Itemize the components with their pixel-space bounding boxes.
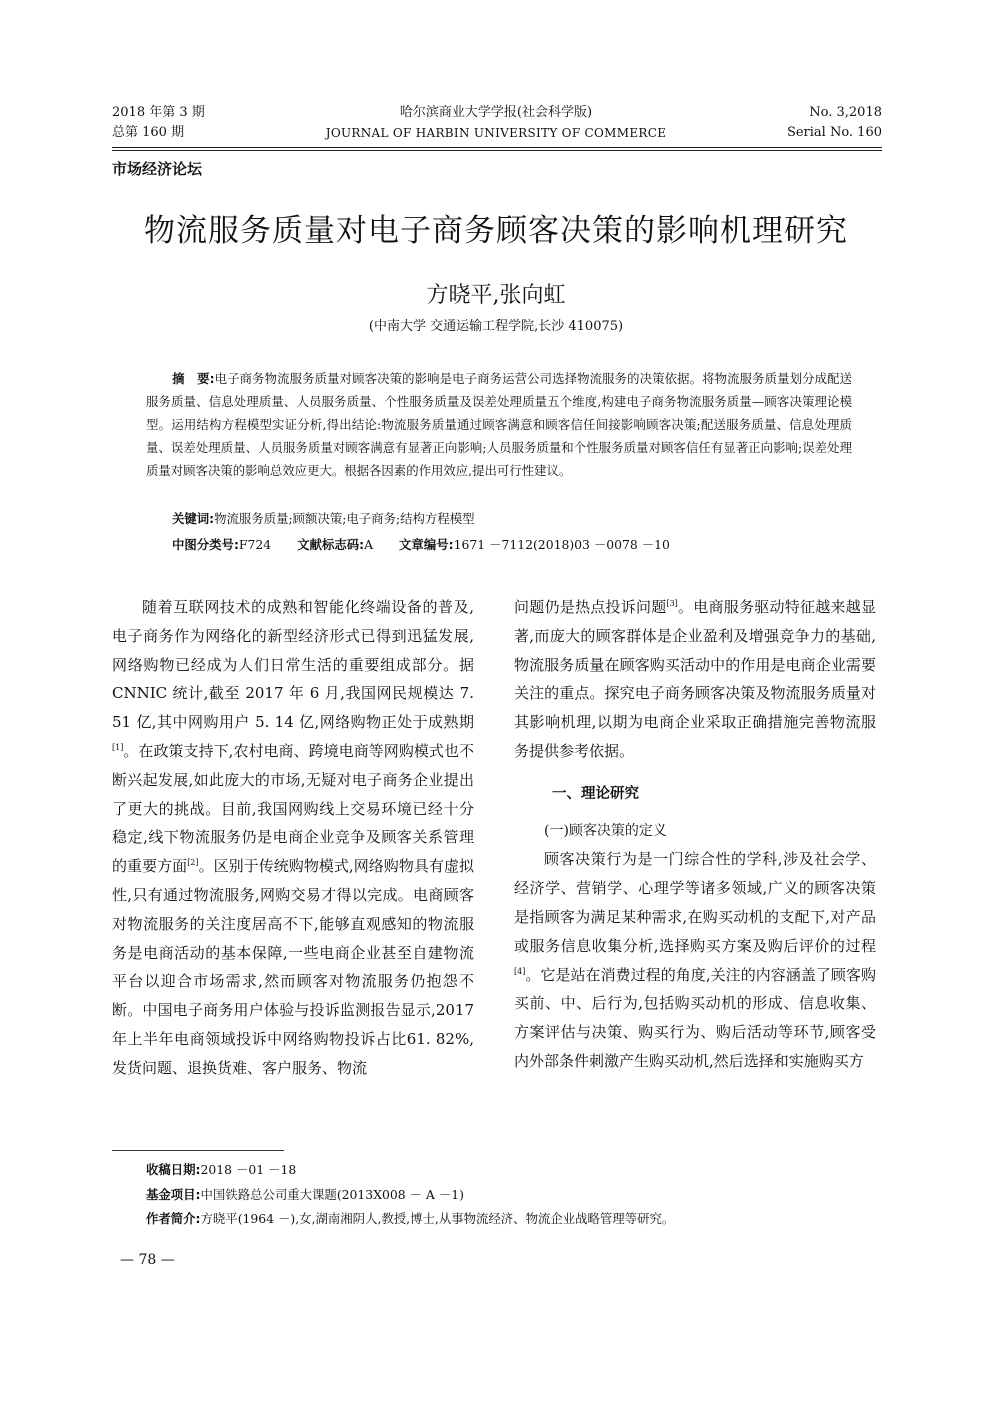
body-paragraph bbox=[514, 593, 876, 766]
body-left-column bbox=[112, 593, 474, 1083]
paper-title: 物流服务质量对电子商务顾客决策的影响机理研究 bbox=[144, 213, 848, 249]
abstract-text: 电子商务物流服务质量对顾客决策的影响是电子商务运营公司选择物流服务的决策依据。将物流服务质量划分成配送服务质量、信息处理质量、人员服务质量、个性服务质量及误差处理质量五个维度,构建电子商务物流服务质量—顾客决策理论模型。运用结构方程模型实证分析,得出结论:物流服务质量通过顾客满意和顾客信任间接影响顾客决策;配送服务质量、信息处理质量、误差处理质量、人员服务质量对顾客满意有显著正向影响;人员服务质量和个性服务质量对顾客信任有显著正向影响;误差处理质量对顾客决策的影响总效应更大。根据各因素的作用效应,提出可行性建议。 bbox=[146, 371, 852, 478]
citation-ref: [1] bbox=[112, 742, 124, 752]
authors: 方晓平,张向虹 bbox=[426, 283, 566, 308]
received-date: 2018 －01 －18 bbox=[200, 1162, 297, 1177]
header-rule-top bbox=[112, 147, 882, 148]
body-text: 随着互联网技术的成熟和智能化终端设备的普及,电子商务作为网络化的新型经济形式已得到迅猛发展,网络购物已经成为人们日常生活的重要组成部分。据 CNNIC 统计,截至 2017 年 6 月,我国网民规模达 7. 51 亿,其中网购用户 5. 14 亿,网络购物正处于成熟期 bbox=[112, 598, 474, 732]
clc-value: F724 bbox=[238, 537, 272, 552]
body-text: 顾客决策行为是一门综合性的学科,涉及社会学、经济学、营销学、心理学等诸多领域,广义的顾客决策是指顾客为满足某种需求,在购买动机的支配下,对产品或服务信息收集分析,选择购买方案及购后评价的过程 bbox=[514, 850, 876, 955]
serial-label: 总第 160 期 bbox=[112, 125, 185, 140]
keywords-text: 物流服务质量;顾额决策;电子商务;结构方程模型 bbox=[214, 511, 475, 526]
footnote-fund bbox=[146, 1185, 464, 1203]
author-bio-text: 方晓平(1964 －),女,湖南湘阴人,教授,博士,从事物流经济、物流企业战略管理等研究。 bbox=[200, 1211, 675, 1226]
keywords bbox=[172, 509, 474, 527]
body-text: 问题仍是热点投诉问题 bbox=[514, 598, 667, 616]
footnote-received bbox=[146, 1160, 296, 1178]
footnote-rule bbox=[112, 1150, 284, 1151]
citation-ref: [3] bbox=[666, 599, 678, 608]
citation-ref: [2] bbox=[187, 858, 199, 868]
body-text: 。它是站在消费过程的角度,关注的内容涵盖了顾客购买前、中、后行为,包括购买动机的形成、信息收集、方案评估与决策、购买行为、购后活动等环节,顾客受内外部条件刺激产生购买动机,然后选择和实施购买方 bbox=[514, 965, 876, 1070]
section-tag: 市场经济论坛 bbox=[112, 160, 203, 178]
article-id-value: 1671 －7112(2018)03 －0078 －10 bbox=[453, 537, 670, 552]
citation-ref: [4] bbox=[514, 966, 526, 976]
serial-number-en: Serial No. 160 bbox=[786, 125, 882, 140]
article-id-label: 文章编号: bbox=[399, 537, 454, 552]
keywords-label: 关键词: bbox=[172, 511, 215, 526]
body-text: 。电商服务驱动特征越来越显著,而庞大的顾客群体是企业盈利及增强竞争力的基础,物流服务质量在顾客购买活动中的作用是电商企业需要关注的重点。探究电子商务顾客决策及物流服务质量对其影响机理,以期为电商企业采取正确措施完善物流服务提供参考依据。 bbox=[514, 598, 876, 760]
issue-label: 2018 年第 3 期 bbox=[112, 105, 205, 120]
subsection-heading: (一)顾客决策的定义 bbox=[544, 822, 667, 839]
section-heading: 一、理论研究 bbox=[552, 785, 639, 802]
body-paragraph bbox=[112, 593, 474, 1083]
abstract-label: 摘 要: bbox=[172, 371, 215, 386]
author-bio-label: 作者简介: bbox=[146, 1211, 201, 1226]
classification-line bbox=[172, 535, 670, 553]
fund-label: 基金项目: bbox=[146, 1187, 201, 1202]
doc-code-value: A bbox=[364, 537, 374, 552]
issue-number-en: No. 3,2018 bbox=[809, 105, 882, 120]
journal-name-en: JOURNAL OF HARBIN UNIVERSITY OF COMMERCE bbox=[325, 126, 667, 140]
fund-text: 中国铁路总公司重大课题(2013X008 － A －1) bbox=[200, 1187, 464, 1202]
journal-name-cn: 哈尔滨商业大学学报(社会科学版) bbox=[399, 105, 593, 120]
footnote-author bbox=[146, 1209, 674, 1227]
body-right-column bbox=[514, 593, 876, 1076]
body-text: 。在政策支持下,农村电商、跨境电商等网购模式也不断兴起发展,如此庞大的市场,无疑对电子商务企业提出了更大的挑战。目前,我国网购线上交易环境已经十分稳定,线下物流服务仍是电商企业竞争及顾客关系管理的重要方面 bbox=[112, 741, 474, 876]
clc-label: 中图分类号: bbox=[172, 537, 239, 552]
received-label: 收稿日期: bbox=[146, 1162, 201, 1177]
body-paragraph bbox=[514, 845, 876, 1075]
doc-code-label: 文献标志码: bbox=[297, 537, 365, 552]
affiliation: (中南大学 交通运输工程学院,长沙 410075) bbox=[368, 319, 624, 334]
header-rule-bottom bbox=[112, 150, 882, 151]
page-number: — 78 — bbox=[120, 1252, 175, 1268]
body-text: 。区别于传统购物模式,网络购物具有虚拟性,只有通过物流服务,网购交易才得以完成。电商顾客对物流服务的关注度居高不下,能够直观感知的物流服务是电商活动的基本保障,一些电商企业甚至自建物流平台以迎合市场需求,然而顾客对物流服务仍抱怨不断。中国电子商务用户体验与投诉监测报告显示,2017 年上半年电商领域投诉中网络购物投诉占比61. 82%,发货问题、退换货难、客户服务、物流 bbox=[112, 857, 474, 1077]
header-right bbox=[787, 103, 882, 143]
abstract bbox=[146, 367, 852, 482]
